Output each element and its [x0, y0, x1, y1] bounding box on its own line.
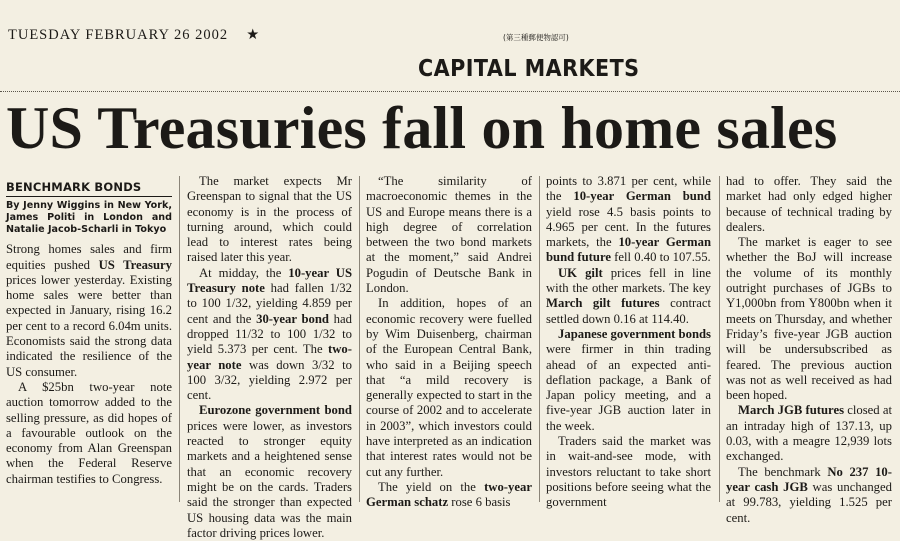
column-divider — [179, 176, 180, 502]
column-divider — [539, 176, 540, 502]
paragraph: Japanese government bonds were firmer in thin trading ahead of an expected anti-deflation package, a Bank of Japan policy meeting, and a five-year JGB auction later in the week. — [546, 326, 711, 433]
article-column-3 — [366, 174, 532, 511]
article-column-4 — [546, 174, 711, 511]
paragraph: “The similarity of macroeconomic themes in the US and Europe means there is a high degree of correlation between the two bond markets at the moment,” said Andrei Pogudin of Deutsche Bank in London. — [366, 174, 532, 296]
paragraph: In addition, hopes of an economic recovery were fuelled by Wim Duisenberg, chairman of the European Central Bank, who said in a Beijing speech that “a mild recovery is generally expected to start in the course of 2002 and to accelerate in 2003”, which investors could have interpreted as an indication that interest rates would not be cut any further. — [366, 296, 532, 479]
date-text: TUESDAY FEBRUARY 26 2002 — [8, 27, 229, 43]
section-title: CAPITAL MARKETS — [418, 56, 640, 82]
paragraph: points to 3.871 per cent, while the 10-year German bund yield rose 4.5 basis points to 4.965 per cent. In the futures markets, the 10-year German bund future fell 0.40 to 107.55. — [546, 174, 711, 265]
paragraph: The benchmark No 237 10-year cash JGB was unchanged at 99.783, yielding 1.525 per cent. — [726, 464, 893, 525]
postal-registration-note: (第三種郵便物認可) — [503, 33, 569, 42]
paragraph: Strong homes sales and firm equities pushed US Treasury prices lower yesterday. Existing home sales were better than expected in January, rising 16.2 per cent to a record 6.04m units. Economists said the strong data indicated the resilience of the US consumer. — [6, 242, 172, 379]
column-divider — [719, 176, 720, 502]
paragraph: UK gilt prices fell in line with the other markets. The key March gilt futures contract settled down 0.16 at 114.40. — [546, 265, 712, 326]
paragraph: At midday, the 10-year US Treasury note had fallen 1/32 to 100 1/32, yielding 4.859 per cent and the 30-year bond had dropped 11/32 to 100 1/32 to yield 5.373 per cent. The two-year note was down 3/32 to 100 3/32, yielding 2.972 per cent. — [187, 265, 353, 403]
article-column-1 — [6, 174, 172, 487]
kicker: BENCHMARK BONDS — [6, 174, 172, 197]
star-icon: ★ — [246, 27, 261, 43]
paragraph: Eurozone government bond prices were lower, as investors reacted to stronger equity markets and a heightened sense that an economic recovery might be on the cards. Traders said the stronger than expected US housing data was the main factor driving prices lower. — [187, 403, 352, 540]
paragraph: The market expects Mr Greenspan to signal that the US economy is in the process of turning around, which could lead to interest rates being raised later this year. — [187, 174, 352, 265]
dateline — [8, 27, 260, 44]
headline: US Treasuries fall on home sales — [6, 95, 838, 161]
paragraph: The market is eager to see whether the BoJ will increase the volume of its monthly outright purchases of JGBs to Y1,000bn from Y800bn when it meets on Thursday, and whether Friday’s five-year JGB auction will be undersubscribed as feared. The previous auction was not as well received as had been hoped. — [726, 235, 892, 403]
column-divider — [359, 176, 360, 502]
article-column-5 — [726, 174, 892, 526]
byline: By Jenny Wiggins in New York, James Politi in London and Natalie Jacob-Scharli in Tokyo — [6, 200, 172, 236]
paragraph: Traders said the market was in wait-and-see mode, with investors reluctant to take short positions before seeing what the government — [546, 434, 711, 510]
paragraph: March JGB futures closed at an intraday high of 137.13, up 0.03, with a meagre 12,939 lots exchanged. — [726, 403, 892, 464]
article-column-2 — [187, 174, 352, 541]
header-divider — [0, 91, 900, 92]
paragraph: The yield on the two-year German schatz rose 6 basis — [366, 479, 532, 510]
paragraph: A $25bn two-year note auction tomorrow added to the selling pressure, as did hopes of a favourable outlook on the economy from Alan Greenspan when the Federal Reserve chairman testifies to Congress. — [6, 379, 172, 486]
paragraph: had to offer. They said the market had only edged higher because of technical trading by dealers. — [726, 174, 892, 234]
